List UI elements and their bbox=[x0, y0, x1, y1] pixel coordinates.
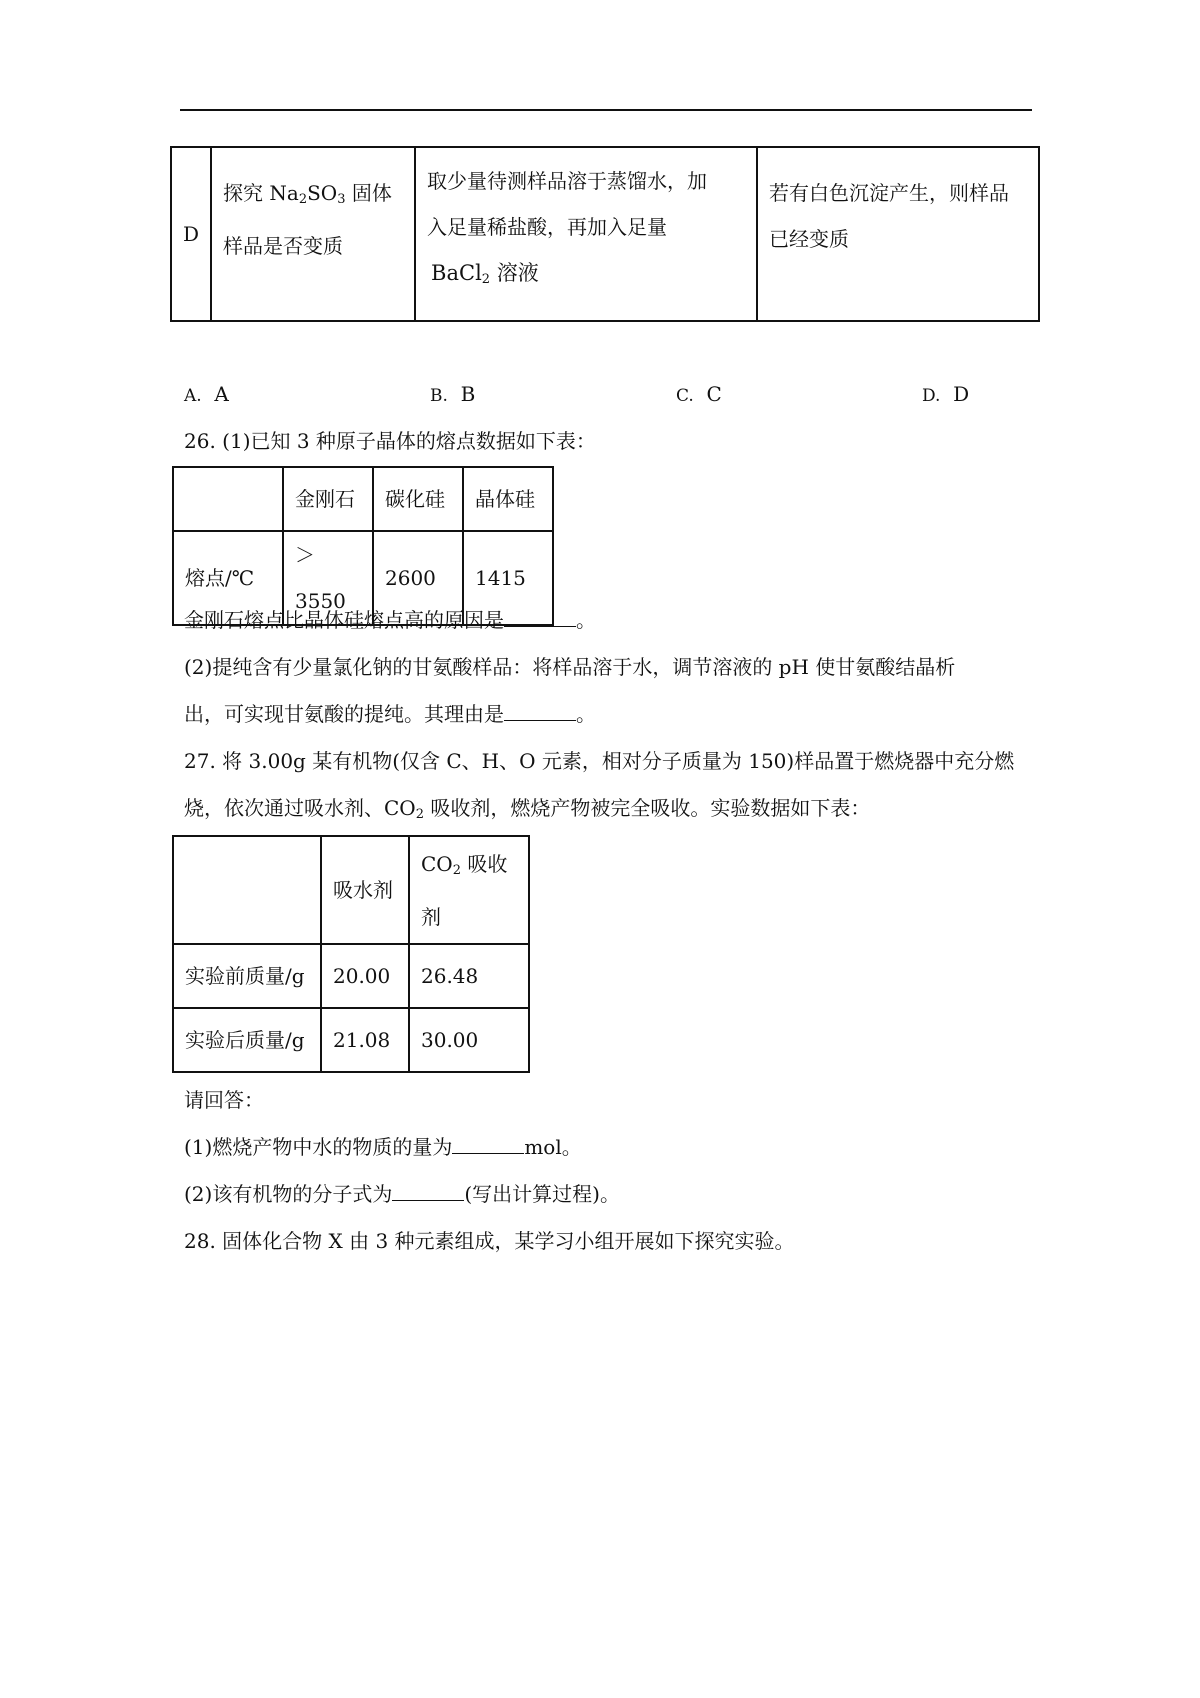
absorbent-mass-table bbox=[172, 835, 530, 1073]
answer-blank bbox=[392, 1184, 464, 1201]
conclusion-cell bbox=[757, 147, 1039, 321]
q27-sub2: (2)该有机物的分子式为 (写出计算过程)。 bbox=[184, 1182, 620, 1206]
header-cell bbox=[173, 467, 283, 531]
conclusion-text: 已经变质 bbox=[769, 227, 850, 251]
header-cell bbox=[173, 836, 321, 944]
q26-sub2-line2: 出，可实现甘氨酸的提纯。其理由是 。 bbox=[184, 702, 596, 726]
row-label: 实验后质量/g bbox=[173, 1008, 321, 1072]
option-b: B. B bbox=[430, 382, 476, 406]
table-row bbox=[173, 467, 553, 531]
q27-sub1: (1)燃烧产物中水的物质的量为 mol。 bbox=[184, 1135, 582, 1159]
table-cell: 21.08 bbox=[321, 1008, 409, 1072]
table-row bbox=[173, 944, 529, 1008]
operation-cell bbox=[415, 147, 757, 321]
subscript: 2 bbox=[481, 272, 491, 287]
purpose-text: 固体 bbox=[345, 181, 392, 205]
table-cell: 26.48 bbox=[409, 944, 529, 1008]
row-label: D bbox=[171, 147, 211, 321]
purpose-text: 样品是否变质 bbox=[223, 234, 344, 258]
q26-sub2-line1: (2)提纯含有少量氯化钠的甘氨酸样品：将样品溶于水，调节溶液的 pH 使甘氨酸结晶析 bbox=[184, 655, 956, 679]
row-label: 实验前质量/g bbox=[173, 944, 321, 1008]
table-cell: ＞3550 bbox=[283, 531, 373, 625]
option-d: D. D bbox=[922, 382, 970, 406]
q26-sub1: 金刚石熔点比晶体硅熔点高的原因是 。 bbox=[184, 608, 596, 632]
header-cell: 碳化硅 bbox=[373, 467, 463, 531]
q28-line1: 28. 固体化合物 X 由 3 种元素组成，某学习小组开展如下探究实验。 bbox=[184, 1229, 795, 1253]
table-cell: 30.00 bbox=[409, 1008, 529, 1072]
operation-text: BaCl bbox=[431, 261, 482, 285]
purpose-text: SO bbox=[307, 181, 338, 205]
experiment-table-row-d bbox=[170, 146, 1040, 322]
melting-point-table bbox=[172, 466, 554, 626]
table-cell: 20.00 bbox=[321, 944, 409, 1008]
table-cell: 2600 bbox=[373, 531, 463, 625]
answer-blank bbox=[504, 610, 576, 627]
operation-text: 溶液 bbox=[490, 261, 539, 285]
subscript: 3 bbox=[337, 192, 346, 207]
q27-line1: 27. 将 3.00g 某有机物(仅含 C、H、O 元素，相对分子质量为 150)样品置于燃烧器中充分燃 bbox=[184, 749, 1015, 773]
operation-text: 取少量待测样品溶于蒸馏水，加 bbox=[427, 169, 708, 193]
purpose-cell bbox=[211, 147, 415, 321]
header-cell: 晶体硅 bbox=[463, 467, 553, 531]
header-rule bbox=[180, 109, 1032, 111]
table-row bbox=[171, 147, 1039, 321]
q26-intro: 26. (1)已知 3 种原子晶体的熔点数据如下表： bbox=[184, 429, 596, 453]
row-label: 熔点/℃ bbox=[173, 531, 283, 625]
subscript: 2 bbox=[298, 192, 308, 207]
header-cell: 金刚石 bbox=[283, 467, 373, 531]
table-row bbox=[173, 1008, 529, 1072]
table-cell: 1415 bbox=[463, 531, 553, 625]
table-row bbox=[173, 836, 529, 944]
q27-line2: 烧，依次通过吸水剂、$CO_2$ 吸收剂，燃烧产物被完全吸收。实验数据如下表： bbox=[184, 796, 871, 822]
header-cell: 吸水剂 bbox=[321, 836, 409, 944]
option-c: C. C bbox=[676, 382, 722, 406]
answer-blank bbox=[504, 704, 576, 721]
operation-text: 入足量稀盐酸，再加入足量 bbox=[427, 215, 668, 239]
header-cell: $CO_2$ 吸收 剂 bbox=[409, 836, 529, 944]
option-a: A. A bbox=[184, 382, 229, 406]
conclusion-text: 若有白色沉淀产生，则样品 bbox=[769, 181, 1010, 205]
q27-prompt: 请回答： bbox=[184, 1088, 264, 1112]
purpose-text: 探究 Na bbox=[223, 181, 299, 205]
answer-blank bbox=[452, 1137, 524, 1154]
